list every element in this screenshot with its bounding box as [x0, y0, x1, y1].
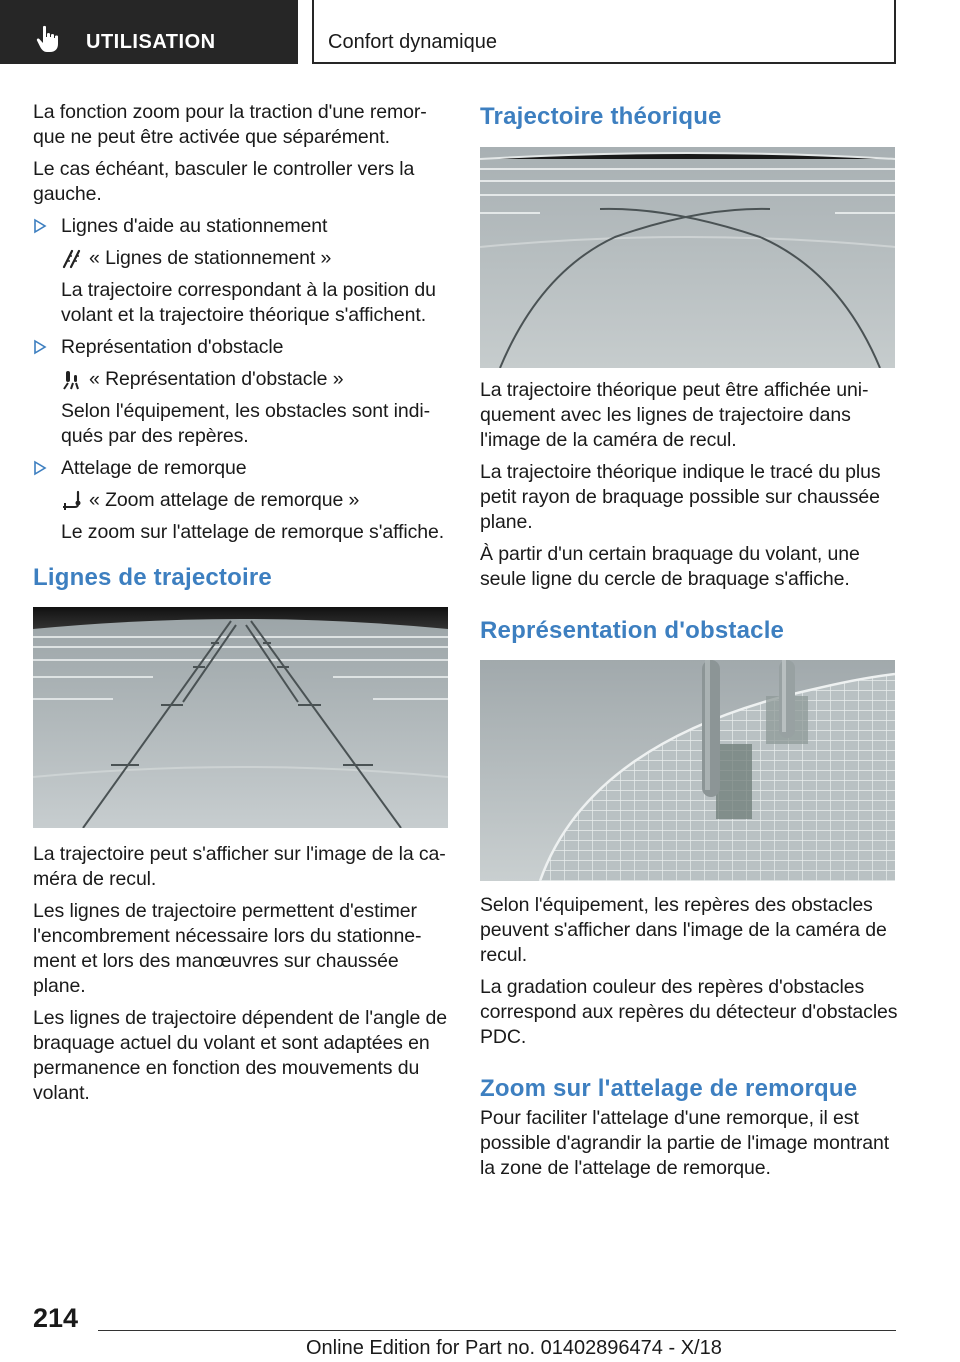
body-paragraph: Pour faciliter l'attelage d'une remorque, il est possible d'agrandir la partie de l'image montrant la zone de l'attelage de remorque.: [480, 1107, 890, 1179]
option-line: [61, 246, 449, 271]
triangle-bullet-icon: [33, 217, 47, 235]
body-paragraph: Selon l'équipement, les repères des obstacles peuvent s'afficher dans l'image de la caméra de recul.: [480, 894, 887, 966]
list-item-description: Le zoom sur l'attelage de remorque s'affiche.: [61, 521, 445, 543]
body-paragraph: La trajectoire peut s'afficher sur l'image de la ca-méra de recul.: [33, 843, 446, 890]
header-chapter-label: Confort dynamique: [328, 31, 497, 53]
parking-lines-icon: [61, 248, 83, 270]
section-heading: Trajectoire théorique: [480, 103, 722, 130]
footer-edition: Online Edition for Part no. 01402896474 - X/18: [306, 1337, 722, 1359]
option-line: [61, 488, 449, 513]
option-label: « Représentation d'obstacle »: [89, 368, 344, 390]
triangle-bullet-icon: [33, 459, 47, 477]
body-paragraph: La gradation couleur des repères d'obstacles correspond aux repères du détecteur d'obstacles PDC.: [480, 976, 898, 1048]
obstacle-icon: [61, 369, 83, 391]
left-column: [33, 100, 449, 1113]
list-item: [33, 456, 449, 545]
body-paragraph: À partir d'un certain braquage du volant, une seule ligne du cercle de braquage s'affiche.: [480, 543, 860, 590]
intro-paragraph: Le cas échéant, basculer le controller vers la gauche.: [33, 158, 415, 205]
triangle-bullet-icon: [33, 338, 47, 356]
body-paragraph: Les lignes de trajectoire dépendent de l'angle de braquage actuel du volant et sont adaptées en permanence en fonction des mouvements du volant.: [33, 1007, 448, 1104]
list-item-title: Lignes d'aide au stationnement: [61, 215, 328, 237]
section-heading: Lignes de trajectoire: [33, 564, 272, 591]
body-paragraph: Les lignes de trajectoire permettent d'estimer l'encombrement nécessaire lors du stationne-ment et lors des manœuvres sur chaussée plane.: [33, 900, 422, 997]
hand-pointer-icon: [34, 24, 64, 54]
list-item-description: La trajectoire correspondant à la position du volant et la trajectoire théorique s'affichent.: [61, 279, 436, 326]
body-paragraph: La trajectoire théorique peut être affichée uni-quement avec les lignes de trajectoire dans l'image de la caméra de recul.: [480, 379, 869, 451]
header-section-tab: [0, 0, 298, 64]
theoretical-trajectory-image: [480, 147, 895, 368]
option-label: « Zoom attelage de remorque »: [89, 489, 360, 511]
list-item-title: Attelage de remorque: [61, 457, 247, 479]
intro-paragraph: La fonction zoom pour la traction d'une remor-que ne peut être activée que séparément.: [33, 101, 427, 148]
trajectory-lines-image: [33, 607, 448, 828]
footer-divider: [98, 1330, 896, 1331]
list-item: [33, 214, 449, 328]
trailer-hitch-icon: [61, 490, 83, 512]
list-item: [33, 335, 449, 449]
option-line: [61, 367, 449, 392]
section-heading: Représentation d'obstacle: [480, 617, 785, 644]
right-column: [480, 100, 898, 1188]
section-heading: Zoom sur l'attelage de remorque: [480, 1075, 858, 1102]
option-label: « Lignes de stationnement »: [89, 247, 332, 269]
list-item-description: Selon l'équipement, les obstacles sont indi-qués par des repères.: [61, 400, 430, 447]
header-chapter-box: [312, 0, 896, 64]
list-item-title: Représentation d'obstacle: [61, 336, 284, 358]
header-section-label: UTILISATION: [86, 31, 216, 53]
page-number: 214: [33, 1303, 79, 1333]
body-paragraph: La trajectoire théorique indique le tracé du plus petit rayon de braquage possible sur chaussée plane.: [480, 461, 881, 533]
obstacle-representation-image: [480, 660, 895, 881]
